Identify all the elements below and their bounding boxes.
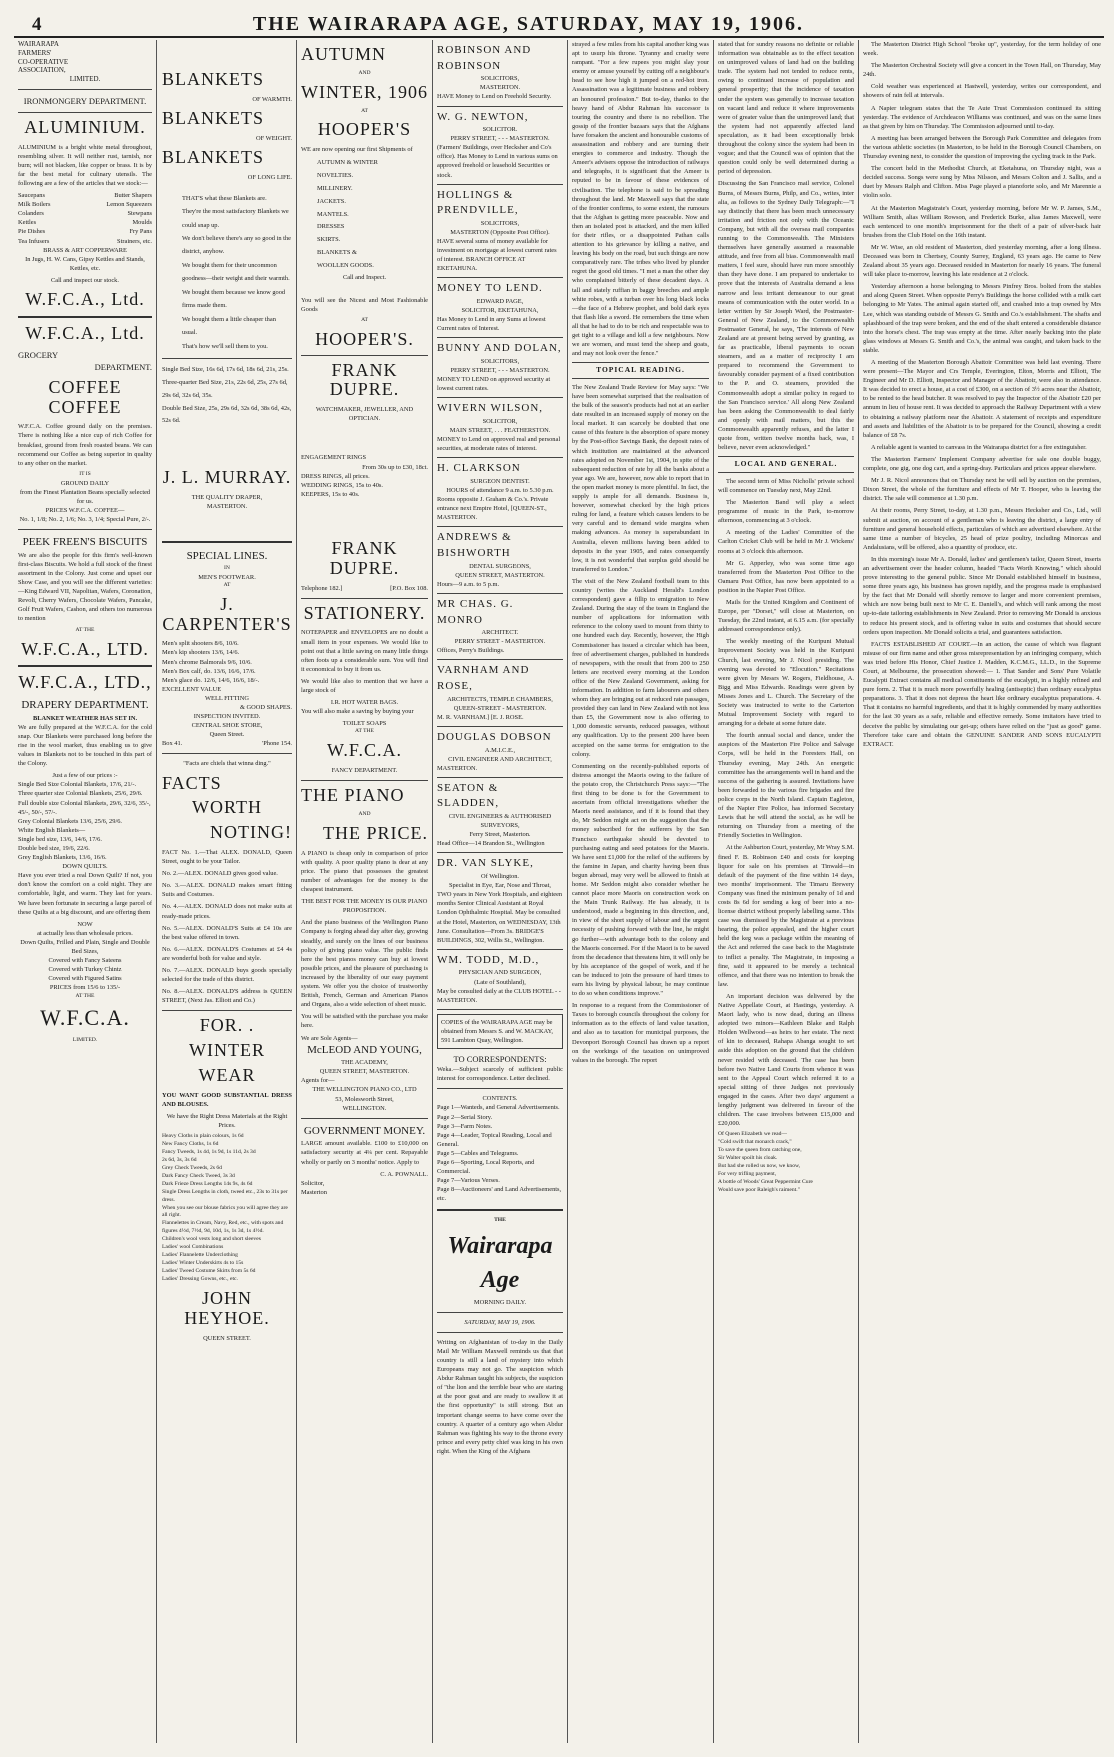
professional-card: DR. VAN SLYKE, Of Wellington. Specialist in Eye, Ear, Nose and Throat, TWO years in New York Hospitals, and eighteen months Senior Clinical Assistant at Royal London Ophthalmic Hospital. May be consulted at the Hotel, Masterton, on WEDNESDAY, 13th June. Consultation—From 3s. BRIDGE'S BUILDINGS, 302, Willis St., Wellington. bbox=[437, 853, 563, 949]
column-rule bbox=[713, 40, 714, 1743]
column-5: strayed a few miles from his capital another king was apt to usurp his throne. Tyranny and cruelty were rampant. "For a few rupees you might slay your enemy or amuse yourself by cutting off a neighbour's head to see how high it jumped on a red-hot iron. Assassination was a legitimate business and robbery an honoured profession." But to-day, thanks to the heavy hand of Abdur Rahman his successor is touring the country and there is no rebellion. The gossip of the frontier bazaars says that the Afghans have forsaken the ancient and honourable customs of assassination and robbery and are turning their energies to commerce and industry. Though the Ameer's advisers oppose the introduction of railways and telegraphs, it is significant that the Ameer is reputed to be in favour of these evidences of civilisation. The telephone is said to be spreading throughout the land. Mr Maxwell says that the state of the frontier confirms, to some extent, the rumours that the Afghan is getting more peaceable. Now and then an isolated post is attacked, and the men killed for their rifles, or a disappointed Pathan calls attention to his grievance by killing a native, and leaving his body on the road, but such things are now comparatively rare. The tribes who lived by plunder regret the good old times. "I met a man the other day who complained bitterly of these decadent days. A tall and stately ruffian in baggy breeches and ample white robes, with a turban over his long black locks—the face of a Hebrew prophet, and bold dark eyes that flash like a sword. He remembers the time when all that he had to do to be rich and respectable was to get tight to a village and kill a few neighbours. Now we are women, and must tend the sheep and goats, and may not look over the fence." TOPICAL READING. The New Zealand Trade Review for May says: "We have been somewhat surprised that the realisation of the bulk of the season's products had not at an earlier date resulted in an increased supply of money on the local market. It can scarcely be doubted that one cause of this feature is the absorption of spare money by the Post-office Savings Bank, the deposit rates of which institution are maintained at the advanced rates adopted on November 1st, 1904, in spite of the subsequent reduction of rate by all the banks about a year ago. We are, however, now able to report that in the open market money is more plentiful. In fact, the supply is ample for all demands. Business is, however, somewhat checked by the high prices ruling for land, a feature which causes lenders to be very careful and to demand wide margins when making advances. As money is superabundant in Australia, eleven millions having been added to deposits in the year 1905, and rates consequently low, it is not wonderful that surplus gold should be transferred to London." The visit of the New Zealand football team to this country (writes the Auckland Herald's London correspondent) gave a fillip to emigration to New Zealand. During the stay of the team in England the number of applications for information with reference to the colony used to mount from thirty to one hundred each day. Recently, however, the High Commissioner has issued a circular which has been, free of advertisement charges, published in hundreds of newspapers, with the result that from 200 to 250 letters are received every morning at the London office of the New Zealand Government, asking for information. In addition to farm labourers and others whom they are bringing out at reduced rate passages, provided they can land in New Zealand with not less than £5, the Government now is also offering to 1,000 domestic servants, reduced passages, without any qualification. Up to the present 200 have been accepted on the same terms for emigration to the colony. Commenting on the recently-published reports of distress amongst the Maoris owing to the failure of the potato crop, the Christchurch Press says:—"The first thing to be done is for the Government to ascertain from official investigations whether the Maoris need assistance, and if it is found that they do, Mr Seddon might act on the suggestion that the money subscribed for the sufferers by the San Francisco earthquake should be devoted to purchasing eating and seed potatoes for the Maoris. We have sent £1,000 for the relief of the sufferers by the famine in Japan, and charity having been thus begun abroad, may very well be allowed to finish at home. Mr Seddon might also consider whether he cannot place more Maoris on construction work on the Main Trunk Railway. He has already, it is understood, made a beginning in this direction, and, in view of the short supply of labour and the urgent necessity of pushing forward with the line, he might go further—with advantage both to the colony and the Maoris concerned. For if the Maori is to be saved from the decadence that threatens him, it will only be by his acceptance of the gospel of work, and if he can be induced to join the pressure of hard times to earn his living by physical labour, he may continue to do so when conditions improve." In response to a request from the Commissioner of Taxes to borough councils throughout the colony for information as to the effects of land value taxation, and also as to taxation for municipal purposes, the Devonport Borough Council has drawn up a report on the workings of the taxation on unimproved values in the borough. The report bbox=[572, 41, 709, 1064]
dress-list: Heavy Cloths in plain colours, 1s 6d New Fancy Cloths, 1s 6d Fancy Tweeds, 1s 4d, 1s 9d, 1s 11d, 2s 3d 2s 6d, 3s, 3s 6d Grey Check Tweeds, 2s 6d Dark Fancy Check Tweed, 3s 3d Dark Frieze Dress Lengths 14s 9s, 4s 6d Single Dress Lengths in cloth, tweed etc., 23s to 31s per dress. When you see our blouse fabrics you will agree they are all right. Flannelettes in Cream, Navy, Red, etc., with spots and figures 4½d, 7½d, 9d, 10d, 1s, 1s 3d, 1s 4½d. Children's wool vests long and short sleeves Ladies' wool Combinations Ladies' Flannelette Underclothing Ladies' Winter Underskirts 4s to 15s Ladies' Tweed Costume Skirts from 5s 6d Ladies' Dressing Gowns, etc., etc. bbox=[162, 1133, 288, 1282]
column-7 bbox=[863, 40, 1101, 1743]
brass-heading: BRASS & ART COPPERWARE bbox=[43, 246, 127, 254]
column-4: ROBINSON AND ROBINSON SOLICITORS, MASTERTON. HAVE Money to Lend on Freehold Security. W. G. NEWTON, SOLICITOR. PERRY STREET, - - - MASTERTON. (Farmers' Buildings, over Hecksher and Co's office). Has Money to Lend in various sums on approved freehold or leasehold Securities or stock. HOLLINGS & PRENDVILLE, SOLICITORS, MASTERTON (Opposite Post Office). HAVE several sums of money available for investment on mortgage at lowest current rates of interest. BRANCH OFFICE AT EKETAHUNA. MONEY TO LEND. EDWARD PAGE, SOLICITOR, EKETAHUNA, Has Money to Lend in any Sums at lowest Current rates of Interest. BUNNY AND DOLAN, SOLICITORS, PERRY STREET, - - - MASTERTON. MONEY TO LEND on approved security at lowest current rates. WIVERN WILSON, SOLICITOR, MAIN STREET, . . . FEATHERSTON. MONEY to Lend on approved real and personal securities, at moderate rates of interest. H. CLARKSON SURGEON DENTIST. HOURS of attendance 9 a.m. to 5.30 p.m. Rooms opposite J. Graham & Co.'s. Private entrance next Empire Hotel, [QUEEN-ST., MASTERTON. ANDREWS & BISHWORTH DENTAL SURGEONS, QUEEN STREET, MASTERTON. Hours—9 a.m. to 5 p.m. MR CHAS. G. MONRO ARCHITECT. PERRY STREET - MASTERTON. Offices, Perry's Buildings. VARNHAM AND ROSE, ARCHITECTS, TEMPLE CHAMBERS, QUEEN-STREET - MASTERTON. M. R. VARNHAM.] [E. J. ROSE. DOUGLAS DOBSON A.M.I.C.E., CIVIL ENGINEER AND ARCHITECT, MASTERTON. SEATON & SLADDEN, CIVIL ENGINEERS & AUTHORISED SURVEYORS, Ferry Street, Masterton. Head Office—14 Brandon St., Wellington DR. VAN SLYKE, Of Wellington. Specialist in Eye, Ear, Nose and Throat, TWO years in New York Hospitals, and eighteen months Senior Clinical Assistant at Royal London Ophthalmic Hospital. May be consulted at the Hotel, Masterton, on WEDNESDAY, 13th June. Consultation—From 3s. BRIDGE'S BUILDINGS, 302, Willis St., Wellington. WM. TODD, M.D., PHYSICIAN AND SURGEON, (Late of Southland), May be consulted daily at the CLUB HOTEL - - MASTERTON. COPIES of the WAIRARAPA AGE may be obtained from Messrs S. and W. MACKAY, 591 Lambton Quay, Wellington. TO CORRESPONDENTS: Weka.—Subject scarcely of sufficient public interest for correspondence. Letter declined. CONTENTS. Page 1—Wanteds, and General Advertisements. Page 2—Serial Story. Page 3—Farm Notes. Page 4—Leader, Topical Reading, Local and General. Page 5—Cables and Telegrams. Page 6—Sporting, Local Reports, and Commercial. Page 7—Various Verses. Page 8—Auctioneers' and Land Advertisements, etc. THE Wairarapa Age MORNING DAILY. SATURDAY, MAY 19, 1906. Writing on Afghanistan of to-day in the Daily Mail Mr William Maxwell reminds us that that country is still a land of mystery into which Europeans may not go. The suspicion which Abdur Rahman taught his subjects, the suspicion of "the lion and the terrible bear who are staring at the poor goat and are ready to swallow it at the first opportunity" is still strong. But an important change seems to have come over the country. A quarter of a century ago when Abdur Rahman was fighting his way to the throne every prince and every petty chief was king in his own right. When the King of the Afghans bbox=[437, 40, 563, 1743]
footwear-list: Men's split shooters 8/6, 10/6. Men's kip shooters 13/6, 14/6. Men's chrome Balmorals 9/6, 10/6. Men's Box calf, do. 13/6, 16/6, 17/6. Men's glace do. 12/6, 14/6, 16/6, 18/-. bbox=[162, 640, 260, 684]
column-rule bbox=[858, 40, 859, 1743]
biscuits-heading: PEEK FREEN'S BISCUITS bbox=[22, 536, 148, 549]
local-general-heading: LOCAL AND GENERAL. bbox=[718, 456, 854, 473]
leader-article: Writing on Afghanistan of to-day in the Daily Mail Mr William Maxwell reminds us that that country is still a land of mystery into which Europeans may not go. The suspicion which Abdur Rahman taught his subjects, the suspicion of "the lion and the terrible bear who are staring at the poor goat and are ready to swallow it at the first opportunity" is still strong. But an important change seems to have come over the country. A quarter of a century ago when Abdur Rahman was fighting his way to the throne every prince and every petty chief was king in his own right. When the King of the Afghans bbox=[437, 1338, 563, 1455]
news-item: A reliable agent is wanted to canvass in the Wairarapa district for a fire extinguisher. bbox=[871, 443, 1087, 451]
column-rule bbox=[567, 40, 568, 1743]
local-items bbox=[718, 477, 854, 1128]
govt-money-heading: GOVERNMENT MONEY. bbox=[303, 1124, 426, 1137]
professional-card: DOUGLAS DOBSON A.M.I.C.E., CIVIL ENGINEER AND ARCHITECT, MASTERTON. bbox=[437, 727, 563, 778]
news-item: Mr J. R. Nicol announces that on Thursday next he will sell by auction on the premises, Dixon Street, the whole of the furniture and effects of Mr T. Hooper, who is leaving the district. The sale will commence at 1.30 p.m. bbox=[863, 477, 1101, 503]
wfca-name: W.F.C.A., Ltd. bbox=[25, 322, 145, 343]
wfca-header-ad: WAIRARAPA FARMERS' CO-OPERATIVE ASSOCIATION, LIMITED. bbox=[18, 40, 101, 83]
stationery-heading: STATIONERY. bbox=[303, 602, 426, 623]
blanket-copy: THAT'S what these Blankets are. They're the most satisfactory Blankets we could snap up. We don't believe there's any so good in the district, anyhow. We bought them for their uncommon goodness—their weight and their warmth. We bought them because we know good firms made them. We bought them a little cheaper than usual. That's how we'll sell them to you. bbox=[182, 194, 291, 350]
news-item: A meeting of the Masterton Borough Abattoir Committee was held last evening. There were present—The Mayor and Crs Temple, Everington, Elton, Morris and Elliott, The Engineer and Mr D. Elliott, Inspector and Manager of the Abattoir, were also in attendance. It was decided to erect a house, at a cost of £300, on a section of 3½ acres near the Abattoir, to be rented to the head butcher. It was resolved to pay the Inspector of the Abattoir £20 per annum in lieu of house rent. It was decided to approach the Railway Department with a view to obtaining a railway platform near the Abattoir. A statement of receipts and expenditure and assets and liabilities of the Abattoir is to be prepared for the Council, showing a credit balance of £8 7s. bbox=[863, 359, 1101, 439]
professional-cards bbox=[437, 40, 563, 1010]
news-item: FACTS ESTABLISHED AT COURT.—In an action, the cause of which was flagrant misuse of our firm name and other gross misrepresentation by an infringing company, which was tried before His Honor, Chief Justice J. Madden, K.C.M.G., LL.D., in the Supreme Court, at Melbourne, the prosecution showed:— 1. That Sander and Sons' Pure Volatile Eucalypti Extract contains all medical constituents of the eucalypti, in a highly refined and pure form. 2. That it is much more powerfully healing (antiseptic) than ordinary eucalyptus preparations. 3. That it does not depress the heart like ordinary eucalyptus preparations. 4. That it contains no harmful ingredients, and that it is highly commended by many authorities for the last 30 years as a safe, reliable and effective remedy. Some imitators have tried to deceive the public by simulating our get-up; others have relied on the "just as good" game. Therefore take care and obtain the GENUINE SANDER AND SONS EUCALYPTI EXTRACT. bbox=[863, 640, 1101, 748]
news-item: Cold weather was experienced at Hastwell, yesterday, writes our correspondent, and showers of rain fell at intervals. bbox=[863, 83, 1101, 100]
professional-card: BUNNY AND DOLAN, SOLICITORS, PERRY STREET, - - - MASTERTON. MONEY TO LEND on approved security at lowest current rates. bbox=[437, 338, 563, 398]
news-item: At the Ashburton Court, yesterday, Mr Wray S.M. fined F. B. Robinson £40 and costs for keeping liquor for sale on his premises at Tinwald—in default of the payment of the fine within 14 days, two months' imprisonment. The Timaru Brewery Company was fined the minimum penalty of 1d and costs 8s 6d for sending a keg of beer into a no-license district without properly labelling same. This case was dismissed by the Magistrate at a previous hearing, the police appealed, and the higher court held the keg was a package within the meaning of the Act and referred the case back to the Magistrate to inflict a penalty. The Magistrate, in imposing a fine, said it appeared to be merely a technical offence, and that there was no intention to break the law. bbox=[718, 844, 854, 988]
professional-card: MR CHAS. G. MONRO ARCHITECT. PERRY STREET - MASTERTON. Offices, Perry's Buildings. bbox=[437, 594, 563, 661]
local-items-continued bbox=[863, 40, 1101, 752]
coffee-heading: COFFEE COFFEE bbox=[48, 376, 122, 417]
column-3: AUTUMN AND WINTER, 1906 AT HOOPER'S WE are now opening our first Shipments of AUTUMN & WINTER NOVELTIES. MILLINERY. JACKETS. MANTELS. DRESSES SKIRTS. BLANKETS & WOOLLEN GOODS. Call and Inspect. You will see the Nicest and Most Fashionable Goods AT HOOPER'S. FRANK DUPRE. WATCHMAKER, JEWELLER, AND OPTICIAN. ENGAGEMENT RINGS From 30s up to £30, 18ct. DRESS RINGS, all prices. WEDDING RINGS, 15s to 40s. KEEPERS, 15s to 40s. FRANK DUPRE. Telephone 182.] [P.O. Box 108. STATIONERY. NOTEPAPER and ENVELOPES are no doubt a small item in your expenses. We would like to point out that a little saving on many little things often foots up a considerable sum. You will find it economical to buy it from us. We would like also to mention that we have a large stock of I.R. HOT WATER BAGS. You will also make a saving by buying your TOILET SOAPS AT THE W.F.C.A. FANCY DEPARTMENT. THE PIANO AND THE PRICE. A PIANO is cheap only in comparison of price with quality. A poor quality piano is dear at any price. The piano that possesses the greatest number of advantages for the money is the cheapest instrument. THE BEST FOR THE MONEY IS OUR PIANO PROPOSITION. And the piano business of the Wellington Piano Company is forging ahead day after day, growing steadily, and surely on the lines of our business policy of giving piano value. The public finds here the best pianos money can buy at lowest possible prices, and the pleasure of purchasing is increased by the liberality of our easy payment system. We offer you the choice of trustworthy British, French, German and American Pianos and Organs, also a wide selection of sheet music. You will be satisfied with the purchase you make here. We are Sole Agents— McLEOD AND YOUNG, THE ACADEMY, QUEEN STREET, MASTERTON. Agents for— THE WELLINGTON PIANO CO., LTD 53, Molesworth Street, WELLINGTON. GOVERNMENT MONEY. LARGE amount available. £100 to £10,000 on satisfactory security at 4¼ per cent. Repayable wholly or partly on 3 months' notice. Apply to C. A. POWNALL. Solicitor, Masterton bbox=[301, 44, 428, 1196]
topical-reading-heading: TOPICAL READING. bbox=[572, 362, 709, 379]
murray-name: J. L. MURRAY. bbox=[162, 467, 292, 488]
novelty-list: AUTUMN & WINTER NOVELTIES. MILLINERY. JACKETS. MANTELS. DRESSES SKIRTS. BLANKETS & WOOLLEN GOODS. bbox=[317, 159, 378, 269]
dupre-name: FRANK DUPRE. bbox=[329, 359, 400, 400]
news-item: At their rooms, Perry Street, to-day, at 1.30 p.m., Messrs Hecksher and Co., Ltd., will submit at auction, on account of a gentleman who is leaving the district, a large entry of furniture and general household effects, particulars of which are advertised elsewhere. At the same time a number of bicycles, 25 head of prize poultry, including Minorcas and Andalusians, will be offered, also a quantity of produce, etc. bbox=[863, 507, 1101, 551]
professional-card: ROBINSON AND ROBINSON SOLICITORS, MASTERTON. HAVE Money to Lend on Freehold Security. bbox=[437, 40, 563, 107]
heyhoe-name: JOHN HEYHOE. bbox=[184, 1287, 270, 1328]
contents-list: Page 1—Wanteds, and General Advertisements. Page 2—Serial Story. Page 3—Farm Notes. Page 4—Leader, Topical Reading, Local and General. Page 5—Cables and Telegrams. Page 6—Sporting, Local Reports, and Commercial. Page 7—Various Verses. Page 8—Auctioneers' and Land Advertisements, etc. bbox=[437, 1104, 562, 1203]
wfca-name: W.F.C.A., Ltd. bbox=[25, 289, 145, 310]
news-item: The weekly meeting of the Kuripuni Mutual Improvement Society was held in the Kuripuni Church, last evening, Mr J. Nicol presiding. The evening was devoted to "Elocution." Recitations were given by Messrs W. Rogers, Fieldhouse, A. Bigg and Miss Edwards. Readings were given by Misses Jones and L. Church. The Secretary of the Society was instructed to write to the Carterton Mutual Improvement Society with regard to arranging for a debate at some future date. bbox=[718, 638, 854, 728]
news-item: Mails for the United Kingdom and Continent of Europe, per "Dorset," will close at Masterton, on Tuesday, the 22nd instant, at 6.15 a.m. (for specially addressed correspondence only). bbox=[718, 598, 854, 634]
column-rule bbox=[296, 40, 297, 1743]
stock-list: Saucepans Butter Shapers Milk Boilers Lemon Squeezers Colanders Stewpans Kettles Moulds Pie Dishes Fry Pans Tea Infusers Strainers, etc. bbox=[18, 192, 152, 245]
professional-card: HOLLINGS & PRENDVILLE, SOLICITORS, MASTERTON (Opposite Post Office). HAVE several sums of money available for investment on mortgage at lowest current rates of interest. BRANCH OFFICE AT EKETAHUNA. bbox=[437, 185, 563, 279]
newspaper-title: THE WAIRARAPA AGE, SATURDAY, MAY 19, 1906. bbox=[252, 13, 804, 35]
news-item: A meeting of the Ladies' Committee of the Carlton Cricket Club will be held in Mr J. Wickens' rooms at 3 o'clock this afternoon. bbox=[718, 529, 854, 555]
news-item: The second term of Miss Nicholls' private school will commence on Tuesday next, May 22nd. bbox=[718, 477, 854, 494]
column-6: stated that for sundry reasons no definite or reliable information was obtainable as to the effect taxation on unimproved values of land had on the building trade. The system had not tended to reduce rents, owing to continued increase of population and general prosperity; that the incidence of taxation under the system was generally to increase taxation on vacant land and reduce it where improvements were of greater value than the unimproved land; that the system had not apparently affected land speculation, as it had been exceptionally brisk throughout the colony since the system had been in vogue; and that the Council was of opinion that the question could only be well determined during a period of depression. Discussing the San Francisco mail service, Colonel Burns, of Messrs Burns, Philp, and Co., writes, inter alia, as follows to the Sydney Daily Telegraph:—"I say distinctly that there has been much unnecessary irritation and friction not only with the Oceanic Company, but with all the oversea mail companies running to the Commonwealth. The Ministers themselves have generally assumed a reasonable attitude, and free from all bias. Commonwealth mail matters, I feel sure, should have run more smoothly than they have done. I am prepared to undertake to prove that the interests of Australia demand a less narrow and less irritant demeanour to our great means of communication with the outer world. In a letter written by Sir Joseph Ward, the Postmaster-General of New Zealand, to the Commonwealth Postmaster General, he says, 'The interests of New Zealand are at present being served by granting, as far as practicable, liberal payments to ocean steamers, and as a matter of reciprocity I am prepared to recommend the Government to favourably consider payment of a fixed contribution to the P. and O. steamers, provided the Commonwealth adopt a similar policy in regard to the San Francisco service.' All along New Zealand has been asking the Commonwealth to deal fairly and openly with mail matters, but this the Commonwealth apparently refuses, and the latter I quote from, written twelve months back, was, I believe, never even acknowledged." LOCAL AND GENERAL. The second term of Miss Nicholls' private school will commence on Tuesday next, May 22nd. The Masterton Band will play a select programme of music in the Park, to-morrow afternoon, commencing at 3 o'clock. A meeting of the Ladies' Committee of the Carlton Cricket Club will be held in Mr J. Wickens' rooms at 3 o'clock this afternoon. Mr G. Apperley, who was some time ago transferred from the Masterton Post Office to the Oamaru Post Office, has now been appointed to a position in the Napier Post Office. Mails for the United Kingdom and Continent of Europe, per "Dorset," will close at Masterton, on Tuesday, the 22nd instant, at 6.15 a.m. (for specially addressed correspondence only). The weekly meeting of the Kuripuni Mutual Improvement Society was held in the Kuripuni Church, last evening, Mr J. Nicol presiding. The evening was devoted to "Elocution." Recitations were given by Messrs W. Rogers, Fieldhouse, A. Bigg and Miss Edwards. Readings were given by Misses Jones and L. Church. The Secretary of the Society was instructed to write to the Carterton Mutual Improvement Society with regard to arranging for a debate at some future date. The fourth annual social and dance, under the auspices of the Masterton Fire Police and Salvage Corps, will be held in the Foresters Hall, on Thursday evening, May 24th. An energetic committee has the arrangements well in hand and the success of the gathering is assured. Invitations have been forwarded to the various fire brigades and fire police corps in the North Island. Captain Eagleton, of the Napier Fire Police, has informed Secretary Lewis that he will attend the social, as he will be returning on Thursday from a meeting of the Friendly Societies in Wellington. At the Ashburton Court, yesterday, Mr Wray S.M. fined F. B. Robinson £40 and costs for keeping liquor for sale on his premises at Tinwald—in default of the payment of the fine within 14 days, two months' imprisonment. The Timaru Brewery Company was fined the minimum penalty of 1d and costs 8s 6d for sending a keg of beer into a no-license district without properly labelling same. This case was dismissed by the Magistrate at a previous hearing, the police appealed, and the higher court held the keg was a package within the meaning of the Act and referred the case back to the Magistrate to inflict a penalty. The Magistrate, in imposing a fine, said it appeared to be merely a technical offence, and that there was no intention to break the law. An important decision was delivered by the Native Appellate Court, at Hastings, yesterday. A Maori lady, who is now dead, during an illness adopted two minors—Kathleen Blake and Ralph Holden Wellwood—as heirs to her estate. The next of kin to deceased, Rahapa Abanga sought to set aside this adoption on the ground that the children never resided with deceased. The case has been before two Native Land Courts from whence it was sent to the Appeal Court which referred it to a special sitting of three Judges not previously engaged in the cases. After two days' argument a lengthy judgment was delivered in favour of the children. The case involves between £15,000 and £20,000. Of Queen Elizabeth we read— "Cold swift that monarch crack," To save the queen from catching one, Sir Walter spoilt his cloak. But had she rolled us now, we know, For very trifling payment, A bottle of Woods' Great Peppermint Cure Would save poor Raleigh's raiment." bbox=[718, 41, 854, 1193]
column-rule bbox=[156, 40, 157, 1743]
aluminium-heading: ALUMINIUM. bbox=[24, 116, 146, 137]
masthead bbox=[14, 12, 1104, 38]
professional-card: H. CLARKSON SURGEON DENTIST. HOURS of attendance 9 a.m. to 5.30 p.m. Rooms opposite J. Graham & Co.'s. Private entrance next Empire Hotel, [QUEEN-ST., MASTERTON. bbox=[437, 458, 563, 527]
news-item: Mr G. Apperley, who was some time ago transferred from the Masterton Post Office to the Oamaru Post Office, has now been appointed to a position in the Napier Post Office. bbox=[718, 559, 854, 594]
news-item: Yesterday afternoon a horse belonging to Messrs Pinfrey Bros. bolted from the stables and along Queen Street. When opposite Perry's Buildings the horse collided with a milk cart belonging to Mr Yates. The animal again started off, and crashed into a trap owned by Mrs Lee, which was standing outside of Messrs G. Smith and Co.'s establishment. The shafts and splashboard of the trap were broken, and the end of the shaft entered a considerable distance into the horse's chest. The trap was empty at the time. After nearly backing into the plate glass windows at Messrs G. Smith and Co.'s, the animal was caught, and taken back to the stable. bbox=[863, 283, 1101, 354]
news-item: The Masterton Farmers' Implement Company advertise for sale one double buggy, complete, one gig, one dog cart, and a spring-dray. Particulars and prices appear elsewhere. bbox=[863, 455, 1101, 473]
carpenter-name: J. CARPENTER'S bbox=[162, 593, 292, 634]
verse: Of Queen Elizabeth we read— "Cold swift that monarch crack," To save the queen from catching one, Sir Walter spoilt his cloak. But had she rolled us now, we know, For very trifling payment, A bottle of Woods' Great Peppermint Cure Would save poor Raleigh's raiment." bbox=[718, 1131, 813, 1193]
nameplate: Wairarapa Age bbox=[447, 1233, 553, 1294]
facts-list: FACT No. 1.—That ALEX. DONALD, Queen Street, ought to be your Tailor. No. 2.—ALEX. DONALD gives good value. No. 3.—ALEX. DONALD makes smart fitting Suits and Costumes. No. 4.—ALEX. DONALD does not make suits at ready-made prices. No. 5.—ALEX. DONALD'S Suits at £4 10s are the best value offered in town. No. 6.—ALEX. DONALD'S Costumes at £4 4s are wonderful both for value and style. No. 7.—ALEX. DONALD buys goods specially selected for the trade of this district. No. 8.—ALEX. DONALD'S address is QUEEN STREET, (Next Jas. Elliott and Co.) bbox=[162, 848, 292, 1005]
professional-card: W. G. NEWTON, SOLICITOR. PERRY STREET, - - - MASTERTON. (Farmers' Buildings, over Hecksher and Co's office). Has Money to Lend in various sums on approved freehold or leasehold Securities or stock. bbox=[437, 107, 563, 185]
news-item: Mr W. Wise, an old resident of Masterton, died yesterday morning, after a long illness. Deceased was born in Chertsey, County Surrey, England, 63 years ago. He came to New Zealand about 35 years ago. Deceased resided in Masterton for nearly 16 years. The funeral will take place to-morrow, leaving his late residence at 2 o'clock. bbox=[863, 243, 1101, 279]
department-heading: IRONMONGERY DEPARTMENT. bbox=[23, 95, 147, 106]
piano-heading: THE PIANO bbox=[301, 785, 405, 806]
professional-card: SEATON & SLADDEN, CIVIL ENGINEERS & AUTHORISED SURVEYORS, Ferry Street, Masterton. Head Office—14 Brandon St., Wellington bbox=[437, 778, 563, 854]
professional-card: WM. TODD, M.D., PHYSICIAN AND SURGEON, (Late of Southland), May be consulted daily at the CLUB HOTEL - - MASTERTON. bbox=[437, 950, 563, 1010]
blanket-price-list: Single Bed Size Colonial Blankets, 17/6, 21/-. Three quarter size Colonial Blankets, 25/6, 29/6. Full double size Colonial Blankets, 29/6, 32/6, 35/-, 45/-, 50/-, 57/-. Grey Colonial Blankets 13/6, 25/6, 29/6. White English Blankets— Single bed size, 13/6, 14/6, 17/6. Double bed size, 19/6, 22/6. Grey English Blankets, 13/6, 16/6. bbox=[18, 781, 151, 862]
professional-card: VARNHAM AND ROSE, ARCHITECTS, TEMPLE CHAMBERS, QUEEN-STREET - MASTERTON. M. R. VARNHAM.] [E. J. ROSE. bbox=[437, 660, 563, 727]
news-item: An important decision was delivered by the Native Appellate Court, at Hastings, yesterday. A Maori lady, who is now dead, during an illness adopted two minors—Kathleen Blake and Ralph Holden Wellwood—as heirs to her estate. The next of kin to deceased, Rahapa Abanga sought to set aside this adoption on the ground that the children never resided with deceased. The case has been before two Native Land Courts from whence it was sent to the Appeal Court which referred it to a special sitting of three Judges not previously engaged in the cases. After two days' argument a lengthy judgment was delivered in favour of the children. The case involves between £15,000 and £20,000. bbox=[718, 992, 854, 1128]
column-rule bbox=[432, 40, 433, 1743]
news-item: At the Masterton Magistrate's Court, yesterday morning, before Mr W. P. James, S.M., William Smith, alias William Rowson, and Frederick Burke, alias James Maxwell, were each sentenced to one month's imprisonment for the theft of a pair of silver-back hair brushes from the Club Hotel on the 16th instant. bbox=[863, 204, 1101, 239]
news-item: The fourth annual social and dance, under the auspices of the Masterton Fire Police and Salvage Corps, will be held in the Foresters Hall, on Thursday evening, May 24th. An energetic committee has the arrangements well in hand and the success of the gathering is assured. Invitations have been forwarded to the various fire brigades and fire police corps in the North Island. Captain Eagleton, of the Napier Fire Police, has informed Secretary Lewis that he will attend the social, as he will be returning on Thursday from a meeting of the Friendly Societies in Wellington. bbox=[718, 732, 854, 840]
blanket-prices: Single Bed Size, 16s 6d, 17s 6d, 18s 6d, 21s, 25s. Three-quarter Bed Size, 21s, 22s 6d, 25s, 27s 6d, 29s 6d, 32s 6d, 35s. Double Bed Size, 25s, 29s 6d, 32s 6d, 38s 6d, 42s, 52s 6d. bbox=[162, 366, 292, 425]
professional-card: ANDREWS & BISHWORTH DENTAL SURGEONS, QUEEN STREET, MASTERTON. Hours—9 a.m. to 5 p.m. bbox=[437, 527, 563, 594]
news-item: A Napier telegram states that the Te Aute Trust Commission continued its sitting yesterday. The evidence of Archdeacon Williams was continued, and was on the same lines as that given by him on Thursday. The Commission adjourned until to-day. bbox=[863, 104, 1101, 130]
aluminium-body: ALUMINIUM is a bright white metal throughout, resembling silver. It will neither rust, tarnish, nor burn; will not blacken, like copper or brass. It is by far the best metal for culinary utensils. The following are a few of the articles that we stock:— bbox=[18, 143, 152, 187]
copies-notice: COPIES of the WAIRARAPA AGE may be obtained from Messrs S. and W. MACKAY, 591 Lambton Quay, Wellington. bbox=[437, 1014, 563, 1049]
news-item: The Masterton Band will play a select programme of music in the Park, to-morrow afternoon, commencing at 3 o'clock. bbox=[718, 499, 854, 525]
page-number: 4 bbox=[32, 14, 42, 35]
news-item: The Masterton Orchestral Society will give a concert in the Town Hall, on Thursday, May 24th. bbox=[863, 62, 1101, 79]
news-item: In this morning's issue Mr A. Donald, ladies' and gentlemen's tailor, Queen Street, inserts an advertisement over the header column, headed "Facts Worth Knowing," which should prove interesting to the general public. Since Mr Donald established himself in business, some three years ago, his business has grown rapidly, and the progress made is emphasised by the fact that Mr Donald will shortly remove to larger and more convenient premises, which are now being built next to Mr C. E. Daniell's, and which will rank among the most up-to-date tailoring establishments in New Zealand. Prior to removing Mr Donald is anxious to reduce his present stock, and is offering value in suits and costumes that should secure orders upon inspection. Mr Donald solicits a trial, and guarantees satisfaction. bbox=[863, 555, 1101, 636]
professional-card: MONEY TO LEND. EDWARD PAGE, SOLICITOR, EKETAHUNA, Has Money to Lend in any Sums at lowest Current rates of Interest. bbox=[437, 278, 563, 338]
hoopers-name: HOOPER'S bbox=[317, 119, 412, 140]
column-2: BLANKETS OF WARMTH. BLANKETS OF WEIGHT. BLANKETS OF LONG LIFE. THAT'S what these Blankets are. They're the most satisfactory Blankets we could snap up. We don't believe there's any so good in the district, anyhow. We bought them for their uncommon goodness—their weight and their warmth. We bought them because we know good firms made them. We bought them a little cheaper than usual. That's how we'll sell them to you. Single Bed Size, 16s 6d, 17s 6d, 18s 6d, 21s, 25s. Three-quarter Bed Size, 21s, 22s 6d, 25s, 27s 6d, 29s 6d, 32s 6d, 35s. Double Bed Size, 25s, 29s 6d, 32s 6d, 38s 6d, 42s, 52s 6d. J. L. MURRAY. THE QUALITY DRAPER, MASTERTON. SPECIAL LINES. IN MEN'S FOOTWEAR. AT J. CARPENTER'S Men's split shooters 8/6, 10/6. Men's kip shooters 13/6, 14/6. Men's chrome Balmorals 9/6, 10/6. Men's Box calf, do. 13/6, 16/6, 17/6. Men's glace do. 12/6, 14/6, 16/6, 18/-. EXCELLENT VALUE WELL FITTING & GOOD SHAPES. INSPECTION INVITED. CENTRAL SHOE STORE, Queen Street. Box 41. 'Phone 154. "Facts are chiels that winna ding." FACTS WORTH NOTING! FACT No. 1.—That ALEX. DONALD, Queen Street, ought to be your Tailor. No. 2.—ALEX. DONALD gives good value. No. 3.—ALEX. DONALD makes smart fitting Suits and Costumes. No. 4.—ALEX. DONALD does not make suits at ready-made prices. No. 5.—ALEX. DONALD'S Suits at £4 10s are the best value offered in town. No. 6.—ALEX. DONALD'S Costumes at £4 4s are wonderful both for value and style. No. 7.—ALEX. DONALD buys goods specially selected for the trade of this district. No. 8.—ALEX. DONALD'S address is QUEEN STREET, (Next Jas. Elliott and Co.) FOR. . WINTER WEAR YOU WANT GOOD SUBSTANTIAL DRESS AND BLOUSES. We have the Right Dress Materials at the Right Prices. Heavy Cloths in plain colours, 1s 6d New Fancy Cloths, 1s 6d Fancy Tweeds, 1s 4d, 1s 9d, 1s 11d, 2s 3d 2s 6d, 3s, 3s 6d Grey Check Tweeds, 2s 6d Dark Fancy Check Tweed, 3s 3d Dark Frieze Dress Lengths 14s 9s, 4s 6d Single Dress Lengths in cloth, tweed etc., 23s to 31s per dress. When you see our blouse fabrics you will agree they are all right. Flannelettes in Cream, Navy, Red, etc., with spots and figures 4½d, 7½d, 9d, 10d, 1s, 1s 3d, 1s 4½d. Children's wool vests long and short sleeves Ladies' wool Combinations Ladies' Flannelette Underclothing Ladies' Winter Underskirts 4s to 15s Ladies' Tweed Costume Skirts from 5s 6d Ladies' Dressing Gowns, etc., etc. JOHN HEYHOE. QUEEN STREET. bbox=[162, 69, 292, 1342]
news-item: The Masterton District High School "broke up", yesterday, for the term holiday of one week. bbox=[863, 41, 1101, 58]
column-1: WAIRARAPA FARMERS' CO-OPERATIVE ASSOCIATION, LIMITED. IRONMONGERY DEPARTMENT. ALUMINIUM. ALUMINIUM is a bright white metal throughout, resembling silver. It will neither rust, tarnish, nor burn; will not blacken, like copper or brass. It is by far the best metal for culinary utensils. The following are a few of the articles that we stock:— Saucepans Butter Shapers Milk Boilers Lemon Squeezers Colanders Stewpans Kettles Moulds Pie Dishes Fry Pans Tea Infusers Strainers, etc. BRASS & ART COPPERWARE In Jugs, H. W. Cans, Gipsy Kettles and Stands, Kettles, etc. Call and inspect our stock. W.F.C.A., Ltd. W.F.C.A., Ltd. GROCERY DEPARTMENT. COFFEE COFFEE W.F.C.A. Coffee ground daily on the premises. There is nothing like a nice cup of rich Coffee for breakfast, ground from fresh roasted beans. We can recommend our Coffee as being superior in quality to any other on the market. IT IS GROUND DAILY from the Finest Plantation Beans specially selected for us. PRICES W.F.C.A. COFFEE— No. 1, 1/8; No. 2, 1/6; No. 3, 1/4; Special Pure, 2/-. PEEK FREEN'S BISCUITS We are also the people for this firm's well-known first-class Biscuits. We hold a full stock of the finest assortment in the Colony. Just come and upset our Show Case, and you will see the different varieties:—King Edward VII, Napolitan, Wafers, Coronation, Revoli, Cherry Wafers, Chocolate Wafers, Pancake, Golf Fruit Wafers, Cashon, and others too numerous to mention AT THE W.F.C.A., LTD. W.F.C.A., LTD., DRAPERY DEPARTMENT. BLANKET WEATHER HAS SET IN. We are fully prepared at the W.F.C.A. for the cold snap. Our Blankets were purchased long before the rise in the wool market, thus enabling us to give values in Blankets not to be touched in this part of the Colony. Just a few of our prices :- Single Bed Size Colonial Blankets, 17/6, 21/-. Three quarter size Colonial Blankets, 25/6, 29/6. Full double size Colonial Blankets, 29/6, 32/6, 35/-, 45/-, 50/-, 57/-. Grey Colonial Blankets 13/6, 25/6, 29/6. White English Blankets— Single bed size, 13/6, 14/6, 17/6. Double bed size, 19/6, 22/6. Grey English Blankets, 13/6, 16/6. DOWN QUILTS. Have you ever tried a real Down Quilt? If not, you don't know the comfort on a cold night. They are comfortable, light, and warm. They last for years. We have been fortunate in securing a large parcel of these Quilts at a big discount, and are offering them NOW at actually less than wholesale prices. Down Quilts, Frilled and Plain, Single and Double Bed Sizes, Covered with Fancy Sateens Covered with Turkey Chintz Covered with Figured Satins PRICES from 15/6 to 135/- AT THE W.F.C.A. LIMITED. bbox=[18, 40, 152, 1043]
news-item: A meeting has been arranged between the Borough Park Committee and delegates from the various athletic societies (in Masterton, to be held in the Borough Council Chambers, on Thursday evening next, to consider the question of improving the cycling track in the Park. bbox=[863, 134, 1101, 161]
wfca-name: W.F.C.A. bbox=[40, 1005, 130, 1031]
professional-card: WIVERN WILSON, SOLICITOR, MAIN STREET, . . . FEATHERSTON. MONEY to Lend on approved real and personal securities, at moderate rates of interest. bbox=[437, 398, 563, 458]
news-item: The concert held in the Methodist Church, at Eketahuna, on Thursday night, was a decided success. Songs were sung by Miss Nilsson, and Messrs Colton and J. Sallis, and a duet by Messrs Ralph and Clifton. Miss Page played a pianoforte solo, and Mr Marennie a violin solo. bbox=[863, 165, 1101, 200]
